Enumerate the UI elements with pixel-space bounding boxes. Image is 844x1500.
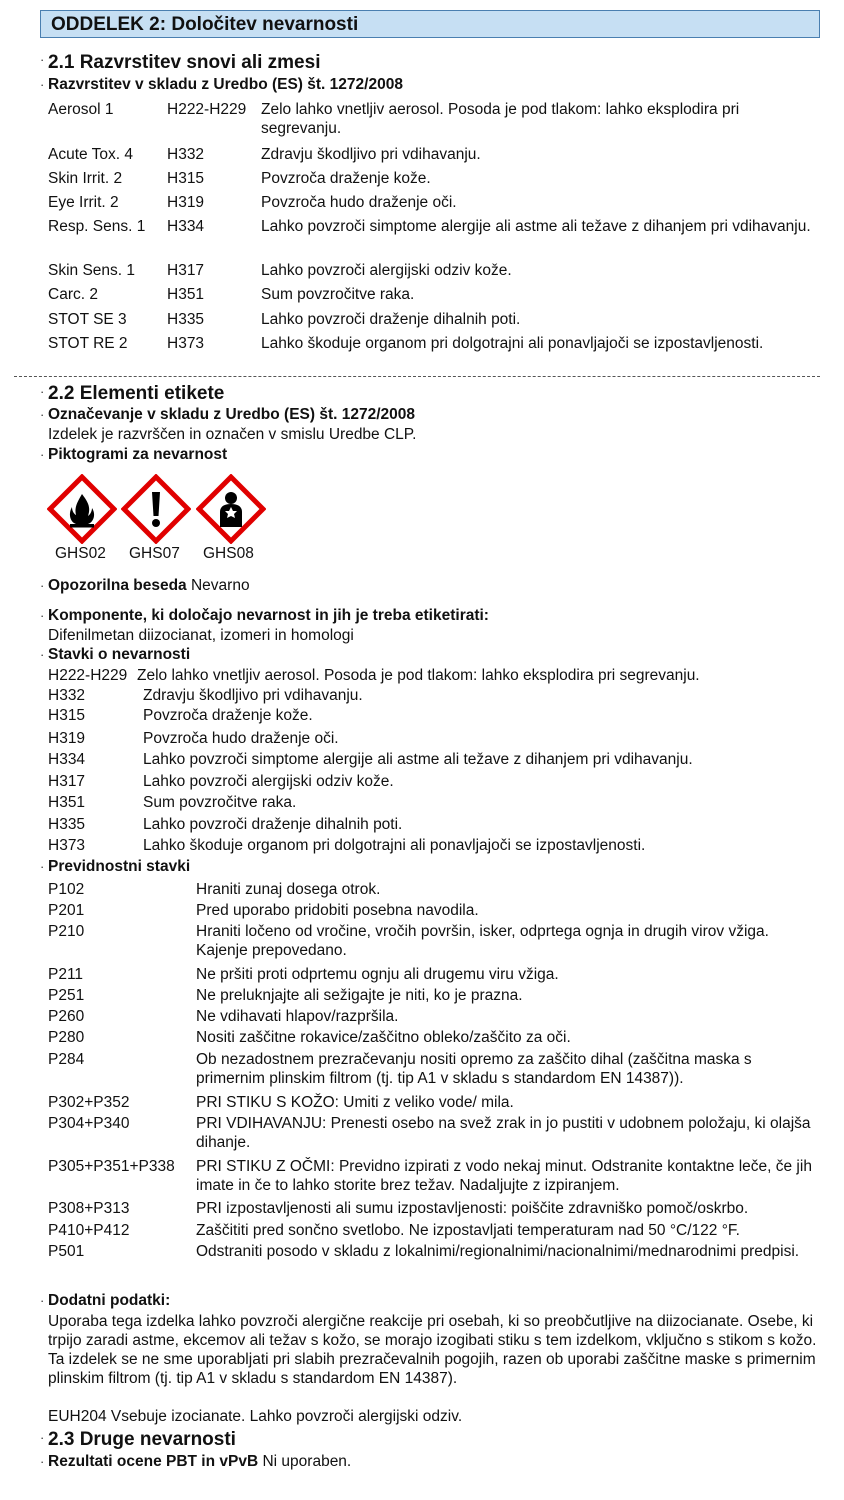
signal-word: Nevarno — [190, 577, 250, 594]
statement-text: Hraniti ločeno od vročine, vročih površin, isker, odprtega ognja in drugih virov vžiga. Kajenje prepovedano. — [196, 923, 769, 959]
hazard-code: H335 — [167, 311, 205, 328]
hazard-class: STOT RE 2 — [48, 335, 128, 352]
statement-code: H334 — [48, 751, 86, 768]
statement-code: P302+P352 — [48, 1094, 130, 1111]
ghs02-flame-pictogram-icon — [47, 474, 117, 544]
components-heading: Komponente, ki določajo nevarnost in jih je treba etiketirati: — [48, 607, 489, 624]
hazard-text: Zdravju škodljivo pri vdihavanju. — [261, 146, 481, 163]
statement-text: PRI izpostavljenosti ali sumu izpostavljenosti: poiščite zdravniško pomoč/oskrbo. — [196, 1200, 749, 1217]
hazard-class: STOT SE 3 — [48, 311, 127, 328]
signal-word-line — [48, 577, 250, 595]
statement-text: Sum povzročitve raka. — [143, 794, 297, 811]
statement-text: Zaščititi pred sončno svetlobo. Ne izpostavljati temperaturam nad 50 °C/122 °F. — [196, 1222, 740, 1239]
statement-text: Zdravju škodljivo pri vdihavanju. — [143, 687, 363, 704]
statement-text: Zelo lahko vnetljiv aerosol. Posoda je pod tlakom: lahko eksplodira pri segrevanju. — [137, 667, 700, 684]
statement-text: Lahko povzroči draženje dihalnih poti. — [143, 816, 403, 833]
statement-code: H319 — [48, 730, 86, 747]
bullet-dot: · — [40, 608, 45, 623]
hazard-code: H351 — [167, 286, 205, 303]
statement-text: Povzroča draženje kože. — [143, 707, 313, 724]
statement-text: Povzroča hudo draženje oči. — [143, 730, 339, 747]
statement-text: Pred uporabo pridobiti posebna navodila. — [196, 902, 479, 919]
hazard-class: Skin Irrit. 2 — [48, 170, 123, 187]
pbt-value: Ni uporaben. — [262, 1453, 352, 1470]
hazard-text: Lahko povzroči draženje dihalnih poti. — [261, 311, 521, 328]
s21-subheading: Razvrstitev v skladu z Uredbo (ES) št. 1272/2008 — [48, 76, 403, 93]
pictogram-label: GHS02 — [55, 545, 106, 562]
statement-text: Ob nezadostnem prezračevanju nositi opremo za zaščito dihal (zaščitna maska s primernim plinskim filtrom (tj. tip A1 v skladu s standardom EN 14387)). — [196, 1051, 752, 1087]
hazard-code: H222-H229 — [167, 101, 247, 118]
statement-text: Lahko povzroči simptome alergije ali astme ali težave z dihanjem pri vdihavanju. — [143, 751, 693, 768]
section-divider — [14, 376, 820, 377]
hazard-code: H373 — [167, 335, 205, 352]
statement-code: P210 — [48, 923, 85, 940]
statement-code: H335 — [48, 816, 86, 833]
hazard-class: Resp. Sens. 1 — [48, 218, 146, 235]
hazard-text: Povzroča draženje kože. — [261, 170, 431, 187]
hazard-text: Lahko povzroči simptome alergije ali astme ali težave z dihanjem pri vdihavanju. — [261, 218, 811, 235]
statement-text: Ne pršiti proti odprtemu ognju ali drugemu viru vžiga. — [196, 966, 559, 983]
statement-code: H351 — [48, 794, 86, 811]
hazard-code: H319 — [167, 194, 205, 211]
additional-heading: Dodatni podatki: — [48, 1292, 171, 1309]
ghs07-exclamation-pictogram-icon — [121, 474, 191, 544]
s22-heading: 2.2 Elementi etikete — [48, 383, 225, 404]
hazard-heading: Stavki o nevarnosti — [48, 646, 191, 663]
hazard-text: Sum povzročitve raka. — [261, 286, 415, 303]
hazard-code: H334 — [167, 218, 205, 235]
hazard-class: Eye Irrit. 2 — [48, 194, 119, 211]
statement-code: H222-H229 — [48, 667, 128, 684]
statement-text: Nositi zaščitne rokavice/zaščitno obleko/zaščito za oči. — [196, 1029, 571, 1046]
labelling-heading: Označevanje v skladu z Uredbo (ES) št. 1272/2008 — [48, 406, 415, 423]
statement-code: P501 — [48, 1243, 85, 1260]
statement-code: P260 — [48, 1008, 85, 1025]
statement-text: PRI STIKU Z OČMI: Previdno izpirati z vodo nekaj minut. Odstranite kontaktne leče, če jih imate in če to lahko storite brez težav. Nadaljujte z izpiranjem. — [196, 1158, 812, 1194]
hazard-class: Skin Sens. 1 — [48, 262, 136, 279]
statement-code: P211 — [48, 966, 84, 983]
statement-code: P201 — [48, 902, 85, 919]
hazard-class: Aerosol 1 — [48, 101, 114, 118]
statement-code: P304+P340 — [48, 1115, 130, 1132]
hazard-code: H317 — [167, 262, 205, 279]
statement-text: Ne vdihavati hlapov/razpršila. — [196, 1008, 399, 1025]
hazard-class: Carc. 2 — [48, 286, 98, 303]
signal-word-label: Opozorilna beseda — [48, 577, 187, 594]
bullet-dot: · — [40, 1293, 45, 1308]
statement-code: P251 — [48, 987, 85, 1004]
components-text: Difenilmetan diizocianat, izomeri in homologi — [48, 627, 354, 644]
bullet-dot: · — [40, 859, 45, 874]
statement-text: Hraniti zunaj dosega otrok. — [196, 881, 381, 898]
s23-heading: 2.3 Druge nevarnosti — [48, 1429, 236, 1450]
section-title: ODDELEK 2: Določitev nevarnosti — [51, 14, 359, 35]
pictogram-label: GHS08 — [203, 545, 254, 562]
statement-code: P284 — [48, 1051, 85, 1068]
labelling-text: Izdelek je razvrščen in označen v smislu Uredbe CLP. — [48, 426, 417, 443]
statement-code: P410+P412 — [48, 1222, 130, 1239]
statement-code: P308+P313 — [48, 1200, 130, 1217]
pictograms-heading: Piktogrami za nevarnost — [48, 446, 228, 463]
euh-statement: EUH204 Vsebuje izocianate. Lahko povzroči alergijski odziv. — [48, 1408, 463, 1425]
statement-text: Ne preluknjajte ali sežigajte je niti, ko je prazna. — [196, 987, 523, 1004]
hazard-text: Povzroča hudo draženje oči. — [261, 194, 457, 211]
hazard-code: H332 — [167, 146, 205, 163]
precaution-heading: Previdnostni stavki — [48, 858, 191, 875]
ghs08-health-hazard-pictogram-icon — [196, 474, 266, 544]
statement-code: P280 — [48, 1029, 85, 1046]
statement-text: PRI STIKU S KOŽO: Umiti z veliko vode/ mila. — [196, 1094, 514, 1111]
statement-text: Lahko povzroči alergijski odziv kože. — [143, 773, 394, 790]
bullet-dot: · — [40, 647, 45, 662]
statement-code: H317 — [48, 773, 86, 790]
pbt-label: Rezultati ocene PBT in vPvB — [48, 1453, 259, 1470]
hazard-class: Acute Tox. 4 — [48, 146, 134, 163]
pictogram-label: GHS07 — [129, 545, 180, 562]
bullet-dot: · — [40, 407, 45, 422]
bullet-dot: · — [40, 447, 45, 462]
bullet-dot: · — [40, 384, 45, 399]
statement-text: Odstraniti posodo v skladu z lokalnimi/regionalnimi/nacionalnimi/mednarodnimi predpisi. — [196, 1243, 800, 1260]
bullet-dot: · — [40, 578, 45, 593]
bullet-dot: · — [40, 1430, 45, 1445]
hazard-text: Lahko škoduje organom pri dolgotrajni ali ponavljajoči se izpostavljenosti. — [261, 335, 764, 352]
bullet-dot: · — [40, 52, 45, 67]
statement-text: Lahko škoduje organom pri dolgotrajni ali ponavljajoči se izpostavljenosti. — [143, 837, 646, 854]
bullet-dot: · — [40, 1454, 45, 1469]
statement-code: H332 — [48, 687, 86, 704]
statement-code: H373 — [48, 837, 86, 854]
bullet-dot: · — [40, 77, 45, 92]
hazard-code: H315 — [167, 170, 205, 187]
statement-code: H315 — [48, 707, 86, 724]
hazard-text: Lahko povzroči alergijski odziv kože. — [261, 262, 512, 279]
statement-code: P305+P351+P338 — [48, 1158, 175, 1175]
statement-text: PRI VDIHAVANJU: Prenesti osebo na svež zrak in jo pustiti v udobnem položaju, ki olajša dihanje. — [196, 1115, 811, 1151]
statement-code: P102 — [48, 881, 85, 898]
hazard-text: Zelo lahko vnetljiv aerosol. Posoda je pod tlakom: lahko eksplodira pri segrevanju. — [261, 101, 740, 137]
s21-heading: 2.1 Razvrstitev snovi ali zmesi — [48, 52, 321, 73]
pbt-line — [48, 1453, 351, 1471]
section-header — [40, 10, 820, 38]
additional-text: Uporaba tega izdelka lahko povzroči alergične reakcije pri osebah, ki so preobčutljive na diizocianate. Osebe, ki trpijo zaradi astme, ekcemov ali težav s kožo, se morajo izogibati stiku s tem izdelkom, vključno s stikom s kožo. Ta izdelek se ne sme uporabljati pri slabih prezračevalnih pogojih, razen ob uporabi zaščitne maske s primernim plinskim filtrom (tj. tip A1 v skladu s standardom EN 14387). — [48, 1313, 817, 1387]
